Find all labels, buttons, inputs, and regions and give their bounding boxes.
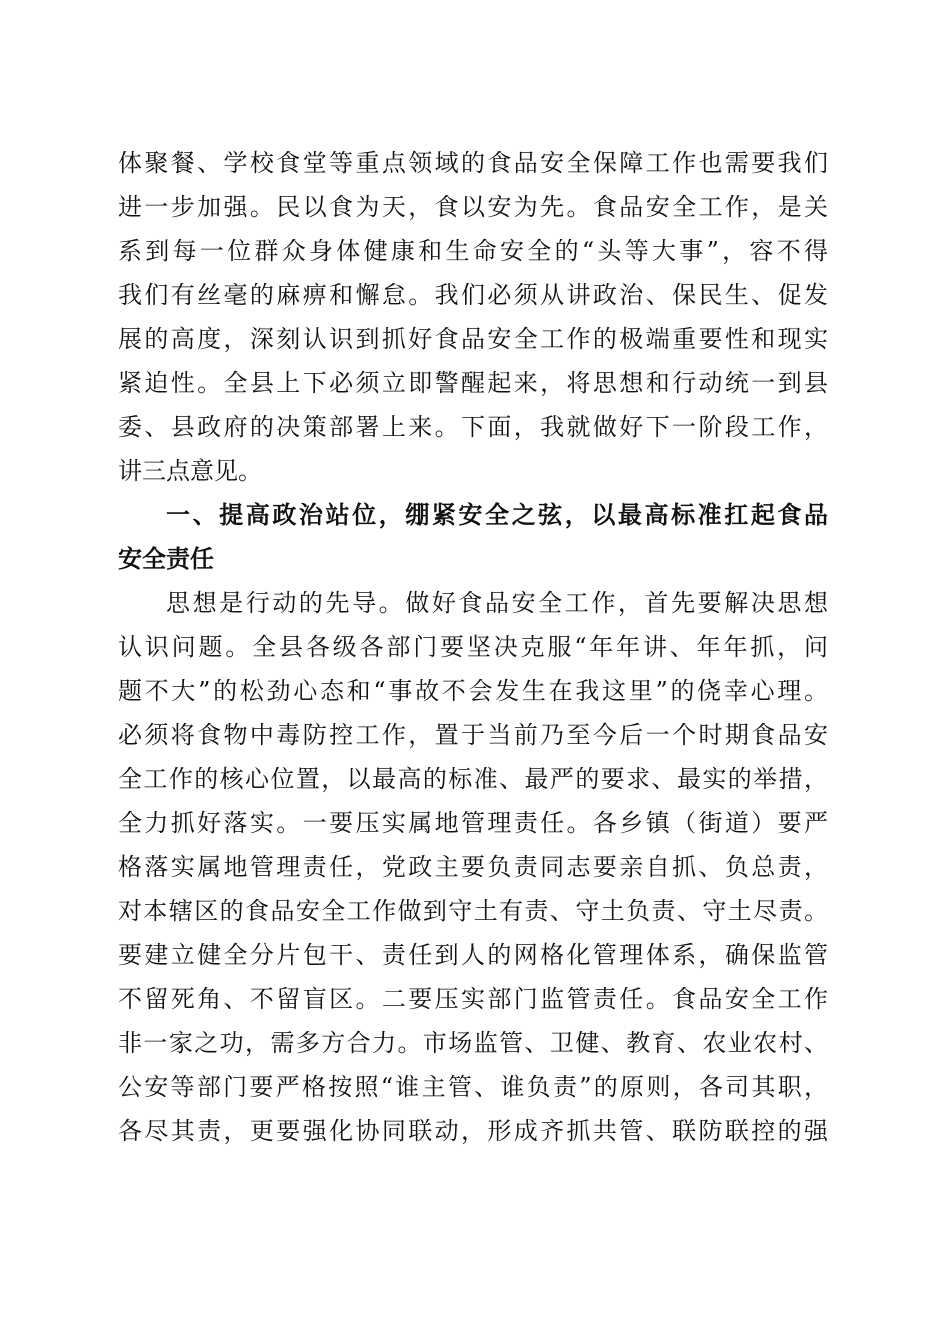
body-text-line: 全力抓好落实。一要压实属地管理责任。各乡镇（街道）要严 (118, 809, 828, 837)
body-text-line: 格落实属地管理责任，党政主要负责同志要亲自抓、负总责， (118, 853, 828, 881)
paragraph-first-line: 思想是行动的先导。做好食品安全工作，首先要解决思想 (166, 589, 828, 617)
body-text-line: 展的高度，深刻认识到抓好食品安全工作的极端重要性和现实 (118, 325, 828, 353)
body-text-line: 公安等部门要严格按照“谁主管、谁负责”的原则，各司其职， (118, 1073, 828, 1101)
body-text-line: 不留死角、不留盲区。二要压实部门监管责任。食品安全工作 (118, 985, 828, 1013)
body-text-line: 题不大”的松劲心态和“事故不会发生在我这里”的侥幸心理。 (118, 677, 828, 705)
body-text-line: 要建立健全分片包干、责任到人的网格化管理体系，确保监管 (118, 941, 828, 969)
section-heading-continued: 安全责任 (118, 545, 214, 573)
body-text-line: 讲三点意见。 (118, 457, 262, 485)
body-text-line: 各尽其责，更要强化协同联动，形成齐抓共管、联防联控的强 (118, 1117, 828, 1145)
body-text-line: 紧迫性。全县上下必须立即警醒起来，将思想和行动统一到县 (118, 369, 828, 397)
body-text-line: 委、县政府的决策部署上来。下面，我就做好下一阶段工作， (118, 413, 828, 441)
body-text-line: 我们有丝毫的麻痹和懈怠。我们必须从讲政治、保民生、促发 (118, 281, 828, 309)
section-heading: 一、提高政治站位，绷紧安全之弦，以最高标准扛起食品 (166, 501, 828, 529)
body-text-line: 体聚餐、学校食堂等重点领域的食品安全保障工作也需要我们 (118, 149, 828, 177)
body-text-line: 系到每一位群众身体健康和生命安全的“头等大事”，容不得 (118, 237, 828, 265)
body-text-line: 非一家之功，需多方合力。市场监管、卫健、教育、农业农村、 (118, 1029, 828, 1057)
body-text-line: 必须将食物中毒防控工作，置于当前乃至今后一个时期食品安 (118, 721, 828, 749)
body-text-line: 进一步加强。民以食为天，食以安为先。食品安全工作，是关 (118, 193, 828, 221)
body-text-line: 全工作的核心位置，以最高的标准、最严的要求、最实的举措， (118, 765, 828, 793)
body-text-line: 对本辖区的食品安全工作做到守土有责、守土负责、守土尽责。 (118, 897, 828, 925)
body-text-line: 认识问题。全县各级各部门要坚决克服“年年讲、年年抓，问 (118, 633, 828, 661)
